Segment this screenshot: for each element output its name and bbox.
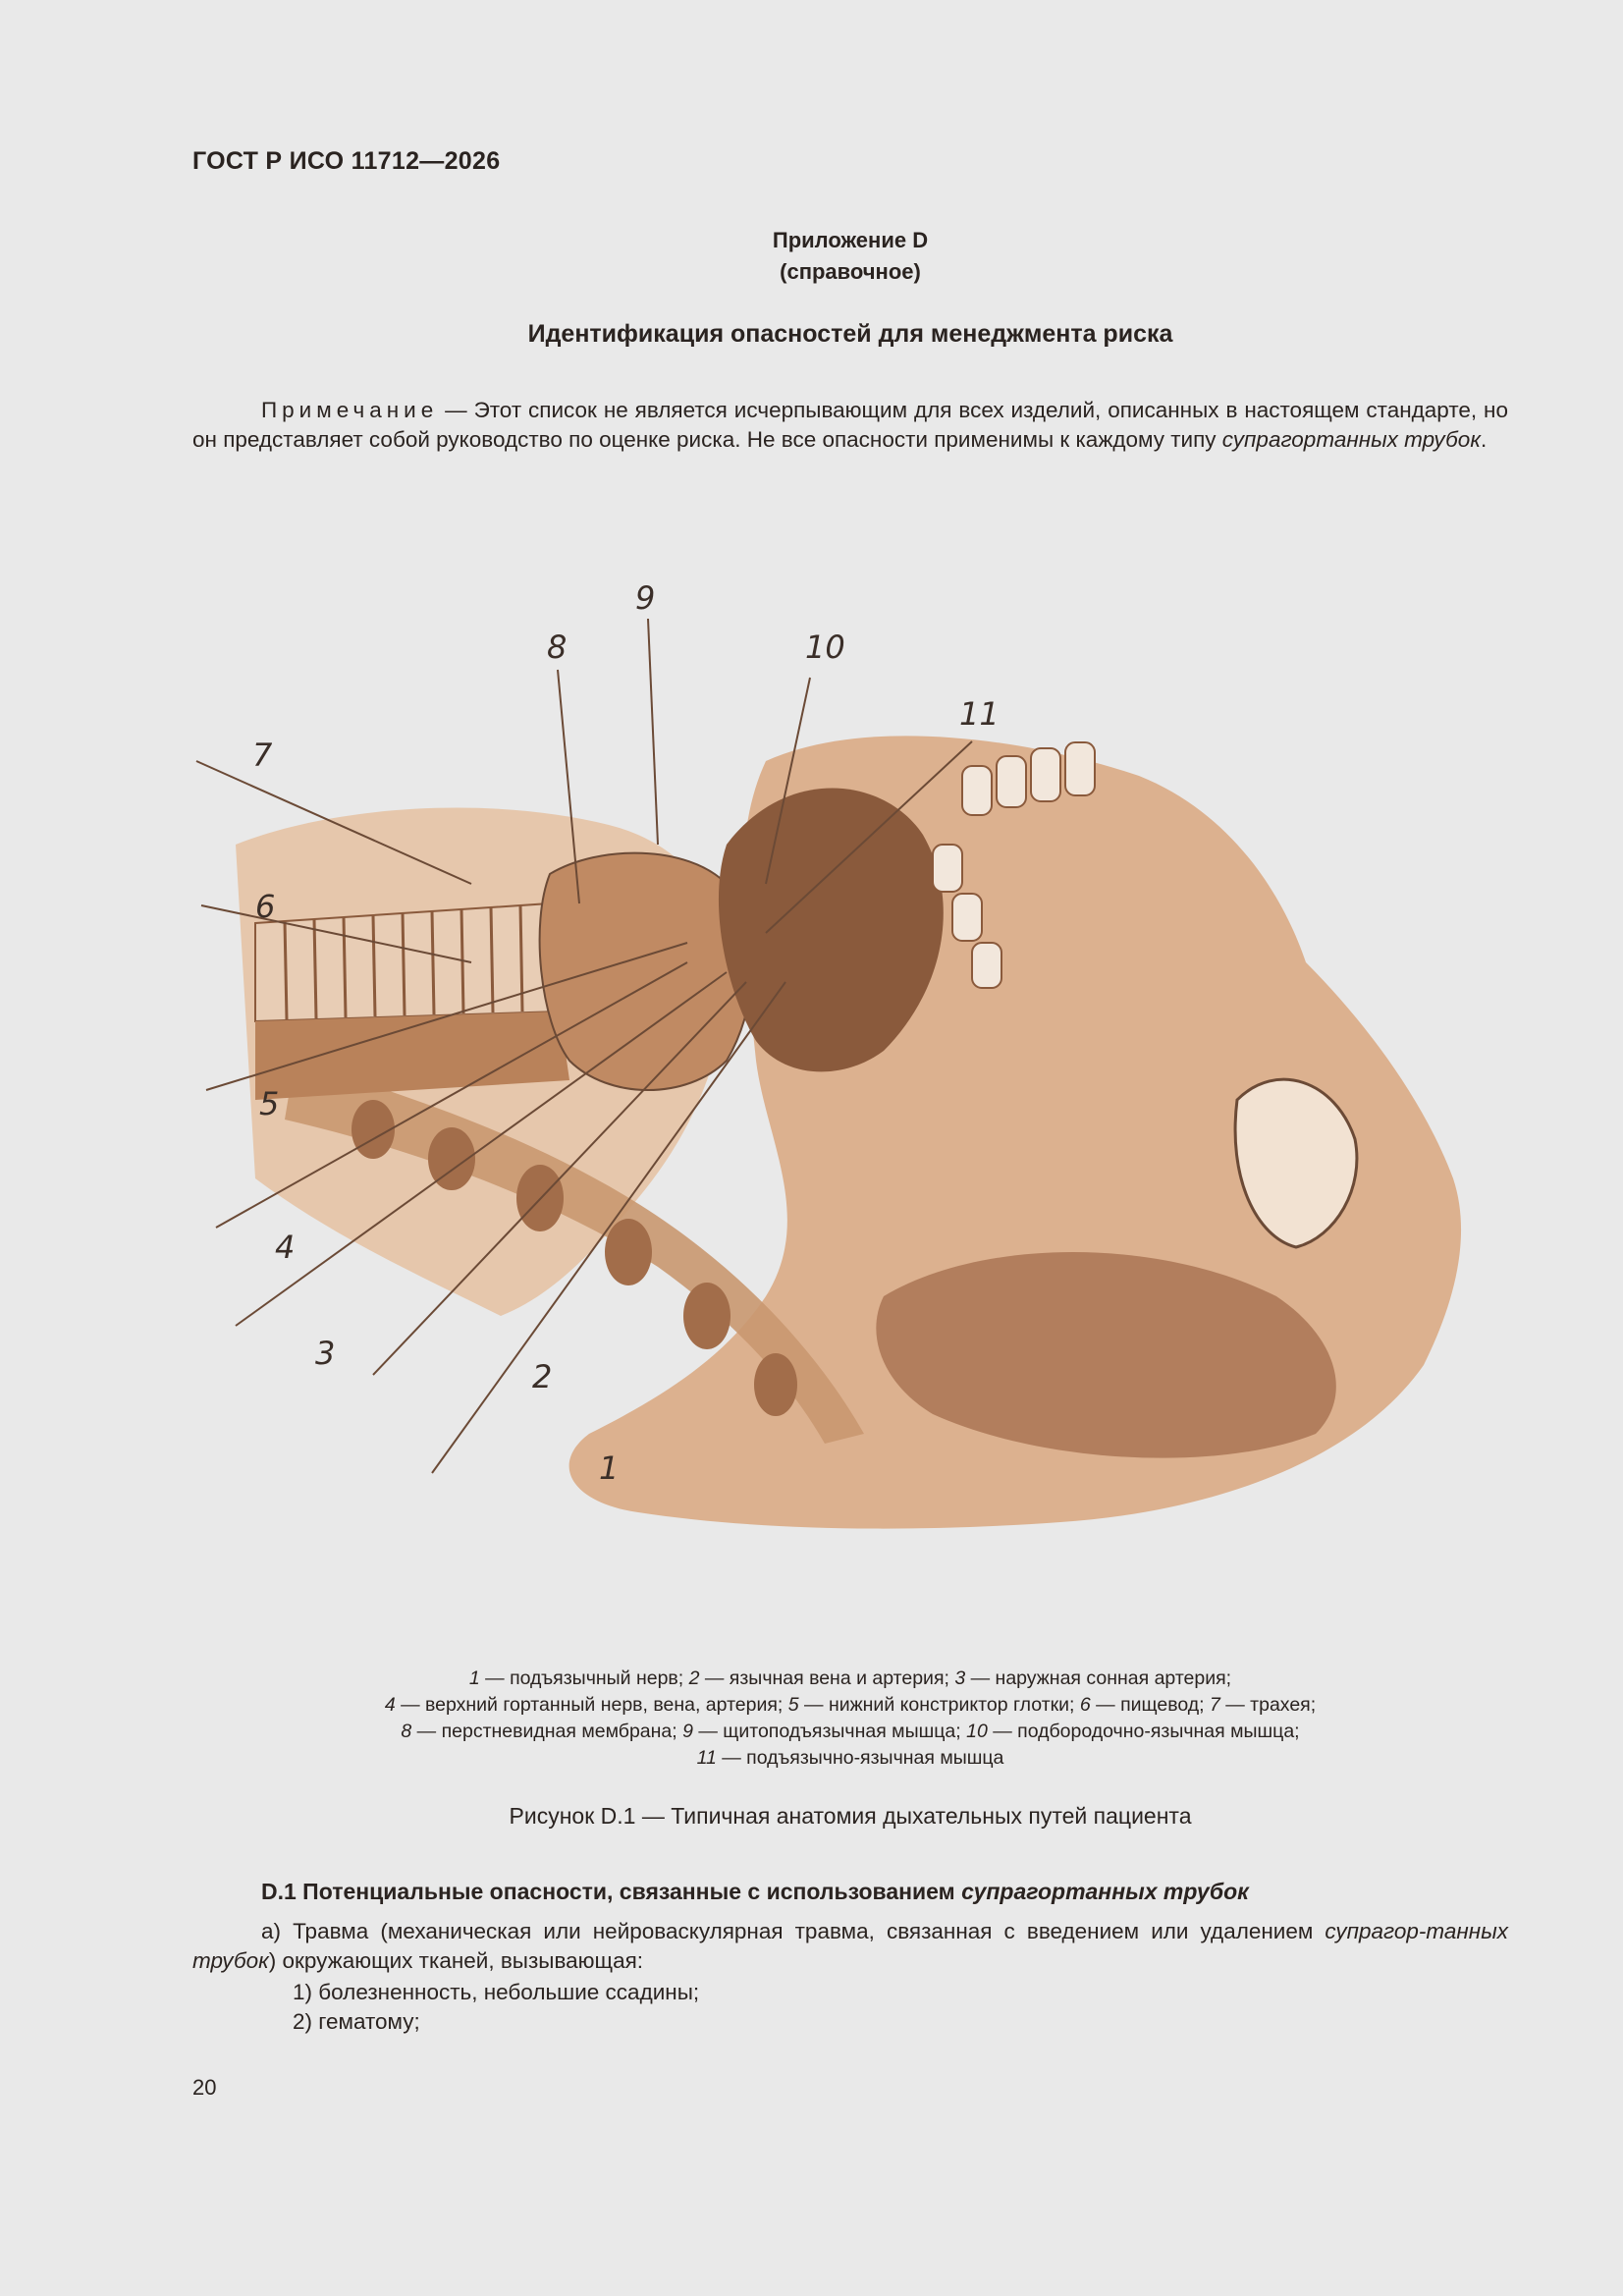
illustration-artwork <box>236 736 1461 1528</box>
figure-legend-line <box>192 1719 1508 1745</box>
legend-key: 6 <box>1079 1694 1091 1716</box>
note-italic-term: супрагортанных трубок <box>1221 427 1481 452</box>
callout-5: 5 <box>259 1085 280 1122</box>
trachea <box>255 903 560 1021</box>
legend-key: 9 <box>682 1721 693 1742</box>
figure-caption: Рисунок D.1 — Типичная анатомия дыхательных путей пациента <box>509 1803 1192 1829</box>
leader-line-9 <box>648 619 658 845</box>
item-a-italic: супрагор-танных трубок <box>192 1919 1508 1973</box>
note-label: Примечание <box>261 398 439 422</box>
list-item-text: болезненность, небольшие ссадины; <box>318 1980 700 2004</box>
callout-11: 11 <box>959 695 1000 733</box>
legend-text: — пищевод; <box>1090 1694 1210 1716</box>
callout-8: 8 <box>547 629 568 666</box>
legend-text: — перстневидная мембрана; <box>411 1721 683 1742</box>
list-item <box>293 1978 699 2007</box>
list-item-number: 2) <box>293 2009 313 2034</box>
annex-subtitle: (справочное) <box>780 259 921 284</box>
airway-anatomy-illustration <box>177 550 1532 1591</box>
callout-7: 7 <box>252 737 273 774</box>
callout-2: 2 <box>532 1358 553 1395</box>
legend-key: 7 <box>1209 1694 1220 1716</box>
legend-text: — верхний гортанный нерв, вена, артерия; <box>395 1694 788 1716</box>
callout-3: 3 <box>315 1335 336 1372</box>
legend-text: — подъязычно-язычная мышца <box>716 1747 1004 1769</box>
callout-1: 1 <box>599 1449 620 1487</box>
d1-heading-text: D.1 Потенциальные опасности, связанные с использованием <box>261 1879 962 1904</box>
legend-key: 10 <box>966 1721 988 1742</box>
list-item-text: гематому; <box>318 2009 420 2034</box>
legend-key: 2 <box>688 1667 700 1689</box>
document-code-header: ГОСТ Р ИСО 11712—2026 <box>192 147 501 175</box>
note-end: . <box>1480 427 1488 452</box>
figure-legend-line <box>192 1666 1508 1692</box>
legend-key: 11 <box>696 1747 717 1769</box>
legend-text: — трахея; <box>1219 1694 1317 1716</box>
legend-text: — нижний констриктор глотки; <box>798 1694 1080 1716</box>
annex-title: Приложение D <box>772 228 929 252</box>
legend-text: — язычная вена и артерия; <box>699 1667 955 1689</box>
item-a-text: а) Травма (механическая или нейроваскулярная травма, связанная с введением или удалением <box>261 1919 1325 1943</box>
legend-key: 3 <box>954 1667 966 1689</box>
legend-key: 1 <box>468 1667 480 1689</box>
figure-legend-line <box>192 1745 1508 1772</box>
legend-key: 8 <box>401 1721 412 1742</box>
annex-heading: Идентификация опасностей для менеджмента риска <box>527 320 1173 348</box>
page-number: 20 <box>192 2075 217 2100</box>
legend-text: — подъязычный нерв; <box>479 1667 689 1689</box>
callout-9: 9 <box>635 579 656 617</box>
figure-legend-line <box>192 1692 1508 1719</box>
section-d1-heading <box>261 1879 1249 1905</box>
item-a-paragraph <box>192 1917 1508 1976</box>
note-paragraph <box>192 396 1508 455</box>
callout-6: 6 <box>255 888 276 925</box>
note-text: — Этот список не является исчерпывающим для всех изделий, описанных в настоящем стандарте, но он представляет собой руководство по оценке риска. Не все опасности применимы к каждому типу <box>192 398 1508 452</box>
callout-10: 10 <box>805 629 845 666</box>
legend-text: — наружная сонная артерия; <box>965 1667 1232 1689</box>
list-item-number: 1) <box>293 1980 313 2004</box>
legend-key: 4 <box>384 1694 396 1716</box>
list-item <box>293 2007 420 2037</box>
callout-4: 4 <box>275 1229 296 1266</box>
legend-text: — щитоподъязычная мышца; <box>692 1721 967 1742</box>
d1-heading-italic: супрагортанных трубок <box>961 1879 1249 1904</box>
item-a-suffix: ) окружающих тканей, вызывающая: <box>268 1948 644 1973</box>
legend-key: 5 <box>787 1694 799 1716</box>
legend-text: — подбородочно-язычная мышца; <box>987 1721 1300 1742</box>
